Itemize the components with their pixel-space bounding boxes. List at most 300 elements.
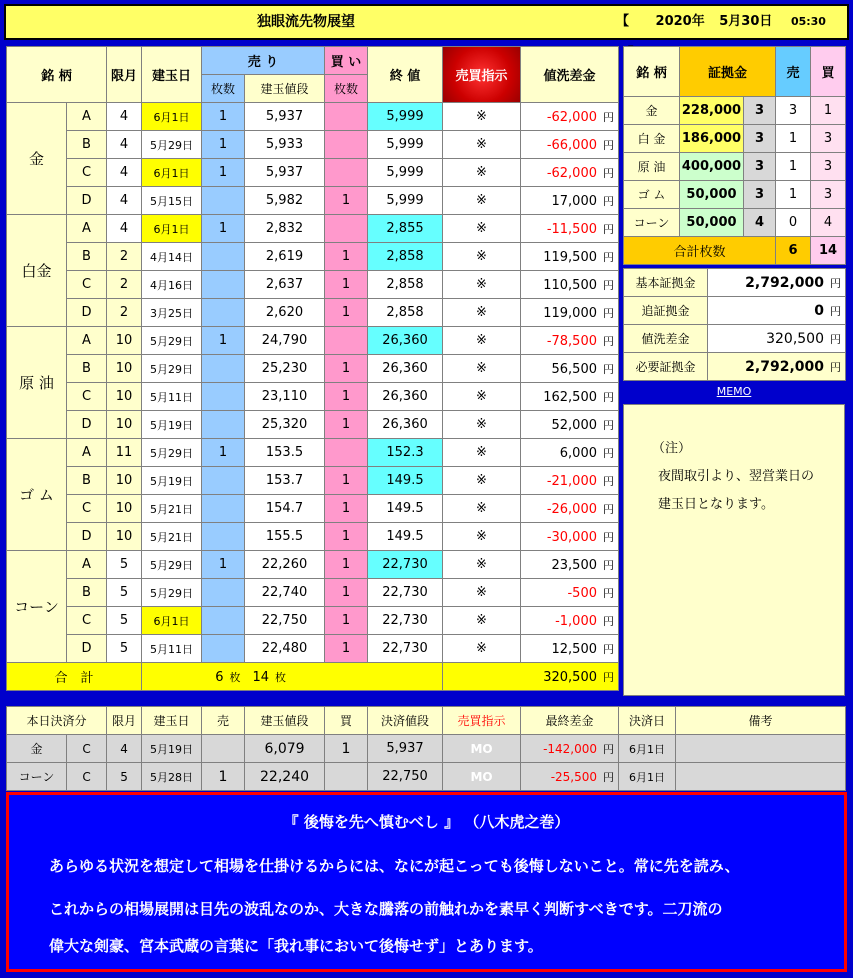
diff-value: -30,000	[546, 529, 597, 545]
close-price: 2,855	[368, 215, 443, 243]
sell-qty	[202, 187, 245, 215]
open-date: 5月21日	[142, 495, 202, 523]
diff-value: -26,000	[546, 501, 597, 517]
settle-header-month: 限月	[107, 707, 142, 735]
settle-header-settle-price: 決済値段	[368, 707, 443, 735]
settle-settle-price: 5,937	[368, 735, 443, 763]
yen-unit: 円	[603, 390, 614, 404]
contract-month: 5	[107, 579, 142, 607]
instruction-mark: ※	[443, 383, 521, 411]
position-row	[7, 635, 619, 663]
settle-header-note: 備考	[676, 707, 846, 735]
price-diff	[521, 523, 619, 551]
margin-amount: 400,000	[680, 153, 744, 181]
totals-buy: 14 枚	[245, 663, 443, 691]
totals-sell: 6 枚	[142, 663, 245, 691]
margin-value	[708, 325, 846, 353]
margin-row	[624, 209, 846, 237]
contract-month: 2	[107, 271, 142, 299]
settle-note	[676, 763, 846, 791]
order-letter: D	[67, 411, 107, 439]
margin-buy: 3	[811, 153, 846, 181]
margin-multiplier: 3	[744, 153, 776, 181]
open-date: 6月1日	[142, 159, 202, 187]
buy-qty: 1	[325, 271, 368, 299]
position-row	[7, 467, 619, 495]
settle-instruction: MO	[443, 763, 521, 791]
margin-value-number: 2,792,000	[745, 358, 824, 375]
margin-row	[624, 125, 846, 153]
open-price: 5,937	[245, 103, 325, 131]
settle-month: 5	[107, 763, 142, 791]
price-diff	[521, 131, 619, 159]
open-date: 5月11日	[142, 383, 202, 411]
position-row	[7, 495, 619, 523]
yen-unit: 円	[603, 222, 614, 236]
position-row	[7, 187, 619, 215]
header-brand: 銘 柄	[7, 47, 107, 103]
open-date: 3月25日	[142, 299, 202, 327]
order-letter: D	[67, 635, 107, 663]
margin-buy: 1	[811, 97, 846, 125]
header-buy-qty: 枚数	[325, 75, 368, 103]
margin-value	[708, 353, 846, 381]
diff-value: 162,500	[543, 389, 597, 405]
open-date: 6月1日	[142, 607, 202, 635]
diff-value: 23,500	[551, 557, 597, 573]
header-open-price: 建玉値段	[245, 75, 325, 103]
sell-qty: 1	[202, 103, 245, 131]
open-date: 5月29日	[142, 327, 202, 355]
price-diff	[521, 551, 619, 579]
date-monthday: 5月30日	[719, 14, 773, 29]
settle-header-buy: 買	[325, 707, 368, 735]
header-diff: 値洗差金	[521, 47, 619, 103]
yen-unit: 円	[603, 306, 614, 320]
brand-name: 白金	[7, 215, 67, 327]
diff-value: -21,000	[546, 473, 597, 489]
price-diff	[521, 159, 619, 187]
diff-value: 119,000	[543, 305, 597, 321]
settle-header-final: 最終差金	[521, 707, 619, 735]
price-diff	[521, 243, 619, 271]
contract-month: 11	[107, 439, 142, 467]
header-instruction-button[interactable]: 売買指示	[443, 47, 521, 103]
diff-value: 12,500	[551, 641, 597, 657]
settle-settle-date: 6月1日	[619, 763, 676, 791]
settle-header-sell: 売	[202, 707, 245, 735]
right-total-buy: 14	[811, 237, 846, 265]
contract-month: 10	[107, 355, 142, 383]
open-price: 22,740	[245, 579, 325, 607]
brand-name: コーン	[7, 551, 67, 663]
instruction-mark: ※	[443, 523, 521, 551]
margin-sell: 3	[776, 97, 811, 125]
contract-month: 10	[107, 523, 142, 551]
margin-amount: 186,000	[680, 125, 744, 153]
order-letter: A	[67, 439, 107, 467]
buy-qty: 1	[325, 495, 368, 523]
buy-qty: 1	[325, 383, 368, 411]
buy-qty	[325, 159, 368, 187]
yen-unit: 円	[603, 362, 614, 376]
diff-value: -78,500	[546, 333, 597, 349]
open-price: 2,619	[245, 243, 325, 271]
open-price: 23,110	[245, 383, 325, 411]
sell-qty: 1	[202, 439, 245, 467]
close-price: 149.5	[368, 523, 443, 551]
close-price: 2,858	[368, 299, 443, 327]
diff-value: -11,500	[546, 221, 597, 237]
brand-name: ゴ ム	[7, 439, 67, 551]
position-row	[7, 551, 619, 579]
date-time: 05:30	[790, 15, 826, 28]
buy-qty: 1	[325, 579, 368, 607]
price-diff	[521, 383, 619, 411]
close-price: 22,730	[368, 607, 443, 635]
open-date: 5月19日	[142, 411, 202, 439]
sell-qty	[202, 383, 245, 411]
quote-line-2: これからの相場展開は目先の波乱なのか、大きな騰落の前触れかを素早く判断すべきです。二刀流の	[49, 900, 723, 918]
open-price: 2,637	[245, 271, 325, 299]
contract-month: 10	[107, 411, 142, 439]
yen-unit: 円	[603, 278, 614, 292]
sell-qty: 1	[202, 215, 245, 243]
margin-row	[624, 97, 846, 125]
order-letter: C	[67, 607, 107, 635]
settlement-table	[6, 706, 846, 791]
order-letter: B	[67, 131, 107, 159]
settle-buy	[325, 763, 368, 791]
open-price: 5,982	[245, 187, 325, 215]
margin-label: 必要証拠金	[624, 353, 708, 381]
contract-month: 10	[107, 495, 142, 523]
totals-diff: 320,500 円	[443, 663, 619, 691]
position-row	[7, 439, 619, 467]
sell-qty	[202, 523, 245, 551]
contract-month: 5	[107, 551, 142, 579]
position-row	[7, 607, 619, 635]
price-diff	[521, 327, 619, 355]
diff-value: -500	[567, 585, 597, 601]
sell-qty: 1	[202, 327, 245, 355]
buy-qty: 1	[325, 355, 368, 383]
price-diff	[521, 187, 619, 215]
margin-buy: 3	[811, 181, 846, 209]
close-price: 26,360	[368, 355, 443, 383]
margin-value	[708, 297, 846, 325]
settle-final-value: -142,000	[543, 741, 598, 756]
close-price: 2,858	[368, 271, 443, 299]
order-letter: C	[67, 271, 107, 299]
memo-link[interactable]: MEMO	[716, 385, 752, 398]
yen-unit: 円	[830, 332, 841, 346]
sell-qty	[202, 355, 245, 383]
settle-header-instruction: 売買指示	[443, 707, 521, 735]
yen-unit: 円	[603, 742, 615, 756]
close-price: 152.3	[368, 439, 443, 467]
price-diff	[521, 411, 619, 439]
open-date: 5月29日	[142, 131, 202, 159]
position-row	[7, 523, 619, 551]
settle-order: C	[67, 763, 107, 791]
margin-row	[624, 153, 846, 181]
margin-summary-row	[624, 353, 846, 381]
open-price: 25,230	[245, 355, 325, 383]
open-date: 4月16日	[142, 271, 202, 299]
yen-unit: 円	[603, 770, 615, 784]
yen-unit: 円	[830, 304, 841, 318]
open-price: 154.7	[245, 495, 325, 523]
position-row	[7, 131, 619, 159]
yen-unit: 円	[603, 586, 614, 600]
diff-value: 6,000	[559, 445, 597, 461]
open-price: 153.7	[245, 467, 325, 495]
sell-qty	[202, 411, 245, 439]
close-price: 26,360	[368, 411, 443, 439]
margin-amount: 228,000	[680, 97, 744, 125]
open-date: 6月1日	[142, 215, 202, 243]
contract-month: 10	[107, 327, 142, 355]
margin-label: 値洗差金	[624, 325, 708, 353]
open-date: 4月14日	[142, 243, 202, 271]
yen-unit: 円	[603, 110, 614, 124]
margin-multiplier: 3	[744, 125, 776, 153]
contract-month: 5	[107, 635, 142, 663]
price-diff	[521, 355, 619, 383]
margin-brand: ゴ ム	[624, 181, 680, 209]
instruction-mark: ※	[443, 187, 521, 215]
date-year: 2020年	[655, 14, 705, 29]
open-price: 155.5	[245, 523, 325, 551]
margin-summary-row	[624, 269, 846, 297]
price-diff	[521, 495, 619, 523]
margin-summary-row	[624, 325, 846, 353]
yen-unit: 円	[603, 474, 614, 488]
settle-header-date: 建玉日	[142, 707, 202, 735]
settle-final	[521, 763, 619, 791]
margin-brand: 金	[624, 97, 680, 125]
brand-name: 原 油	[7, 327, 67, 439]
price-diff	[521, 607, 619, 635]
close-price: 2,858	[368, 243, 443, 271]
diff-value: 119,500	[543, 249, 597, 265]
close-price: 5,999	[368, 159, 443, 187]
buy-qty: 1	[325, 243, 368, 271]
buy-qty	[325, 215, 368, 243]
right-header-margin: 証拠金	[680, 47, 776, 97]
open-price: 5,937	[245, 159, 325, 187]
contract-month: 2	[107, 243, 142, 271]
sell-qty	[202, 243, 245, 271]
margin-amount: 50,000	[680, 181, 744, 209]
sell-qty	[202, 271, 245, 299]
close-price: 5,999	[368, 131, 443, 159]
instruction-mark: ※	[443, 299, 521, 327]
margin-brand: 白 金	[624, 125, 680, 153]
margin-sell: 0	[776, 209, 811, 237]
header-month: 限月	[107, 47, 142, 103]
contract-month: 10	[107, 383, 142, 411]
open-price: 5,933	[245, 131, 325, 159]
price-diff	[521, 579, 619, 607]
diff-value: 52,000	[551, 417, 597, 433]
instruction-mark: ※	[443, 159, 521, 187]
memo-note-label: （注）	[652, 441, 692, 456]
yen-unit: 円	[603, 250, 614, 264]
settle-settle-date: 6月1日	[619, 735, 676, 763]
instruction-mark: ※	[443, 579, 521, 607]
right-header-buy: 買	[811, 47, 846, 97]
instruction-mark: ※	[443, 215, 521, 243]
totals-row	[7, 663, 619, 691]
settle-date: 5月28日	[142, 763, 202, 791]
close-price: 5,999	[368, 103, 443, 131]
contract-month: 4	[107, 103, 142, 131]
close-price: 26,360	[368, 383, 443, 411]
open-price: 22,260	[245, 551, 325, 579]
yen-unit: 円	[603, 502, 614, 516]
diff-value: -62,000	[546, 109, 597, 125]
margin-value	[708, 269, 846, 297]
open-date: 5月29日	[142, 439, 202, 467]
instruction-mark: ※	[443, 355, 521, 383]
open-price: 22,750	[245, 607, 325, 635]
order-letter: A	[67, 327, 107, 355]
position-row	[7, 579, 619, 607]
close-price: 22,730	[368, 551, 443, 579]
position-row	[7, 299, 619, 327]
diff-value: 110,500	[543, 277, 597, 293]
margin-summary-row	[624, 297, 846, 325]
open-date: 5月21日	[142, 523, 202, 551]
buy-qty	[325, 103, 368, 131]
price-diff	[521, 635, 619, 663]
order-letter: B	[67, 243, 107, 271]
sell-qty	[202, 467, 245, 495]
position-row	[7, 383, 619, 411]
yen-unit: 円	[830, 276, 841, 290]
settle-header-settle-date: 決済日	[619, 707, 676, 735]
yen-unit: 円	[603, 530, 614, 544]
open-date: 5月15日	[142, 187, 202, 215]
instruction-mark: ※	[443, 411, 521, 439]
contract-month: 4	[107, 131, 142, 159]
margin-amount: 50,000	[680, 209, 744, 237]
title-bar	[4, 4, 849, 40]
contract-month: 4	[107, 159, 142, 187]
header-sell-qty: 枚数	[202, 75, 245, 103]
brand-name: 金	[7, 103, 67, 215]
order-letter: A	[67, 103, 107, 131]
sell-qty	[202, 299, 245, 327]
settle-instruction: MO	[443, 735, 521, 763]
yen-unit: 円	[603, 558, 614, 572]
margin-sell: 1	[776, 125, 811, 153]
order-letter: C	[67, 383, 107, 411]
contract-month: 5	[107, 607, 142, 635]
position-row	[7, 215, 619, 243]
settle-settle-price: 22,750	[368, 763, 443, 791]
margin-brand: 原 油	[624, 153, 680, 181]
yen-unit: 円	[603, 166, 614, 180]
margin-table	[623, 268, 846, 381]
margin-summary-table	[623, 46, 846, 265]
sell-qty	[202, 635, 245, 663]
settle-sell	[202, 735, 245, 763]
header-buy: 買 い	[325, 47, 368, 75]
quote-line-3: 偉大な剣豪、宮本武蔵の言葉に「我れ事において後悔せず」とあります。	[49, 937, 543, 955]
open-date: 6月1日	[142, 103, 202, 131]
margin-value-number: 0	[814, 302, 824, 319]
diff-value: 56,500	[551, 361, 597, 377]
open-price: 24,790	[245, 327, 325, 355]
instruction-mark: ※	[443, 243, 521, 271]
price-diff	[521, 299, 619, 327]
margin-multiplier: 4	[744, 209, 776, 237]
margin-label: 追証拠金	[624, 297, 708, 325]
memo-box	[623, 404, 845, 696]
settle-final	[521, 735, 619, 763]
instruction-mark: ※	[443, 327, 521, 355]
date-bracket-open: 【	[616, 14, 630, 29]
buy-qty: 1	[325, 299, 368, 327]
yen-unit: 円	[603, 194, 614, 208]
open-date: 5月19日	[142, 467, 202, 495]
open-date: 5月29日	[142, 355, 202, 383]
order-letter: A	[67, 215, 107, 243]
open-date: 5月29日	[142, 551, 202, 579]
buy-qty	[325, 327, 368, 355]
settle-price: 6,079	[245, 735, 325, 763]
page-title: 独眼流先物展望	[257, 14, 355, 30]
memo-line-1: 夜間取引より、翌営業日の	[658, 469, 815, 484]
instruction-mark: ※	[443, 495, 521, 523]
margin-multiplier: 3	[744, 97, 776, 125]
buy-qty: 1	[325, 467, 368, 495]
yen-unit: 円	[830, 360, 841, 374]
position-row	[7, 103, 619, 131]
open-date: 5月11日	[142, 635, 202, 663]
settle-final-value: -25,500	[550, 769, 598, 784]
yen-unit: 円	[603, 446, 614, 460]
quote-line-1: あらゆる状況を想定して相場を仕掛けるからには、なにが起こっても後悔しないこと。常に先を読み、	[49, 857, 740, 875]
settle-month: 4	[107, 735, 142, 763]
settle-sell: 1	[202, 763, 245, 791]
close-price: 149.5	[368, 467, 443, 495]
buy-qty: 1	[325, 523, 368, 551]
position-row	[7, 271, 619, 299]
margin-brand: コーン	[624, 209, 680, 237]
header-close: 終 値	[368, 47, 443, 103]
order-letter: B	[67, 579, 107, 607]
instruction-mark: ※	[443, 439, 521, 467]
margin-sell: 1	[776, 181, 811, 209]
close-price: 149.5	[368, 495, 443, 523]
sell-qty	[202, 495, 245, 523]
sell-qty: 1	[202, 551, 245, 579]
yen-unit: 円	[603, 138, 614, 152]
order-letter: D	[67, 187, 107, 215]
settlement-row	[7, 763, 846, 791]
order-letter: D	[67, 523, 107, 551]
margin-row	[624, 181, 846, 209]
order-letter: B	[67, 467, 107, 495]
price-diff	[521, 215, 619, 243]
price-diff	[521, 103, 619, 131]
close-price: 5,999	[368, 187, 443, 215]
sell-qty: 1	[202, 159, 245, 187]
